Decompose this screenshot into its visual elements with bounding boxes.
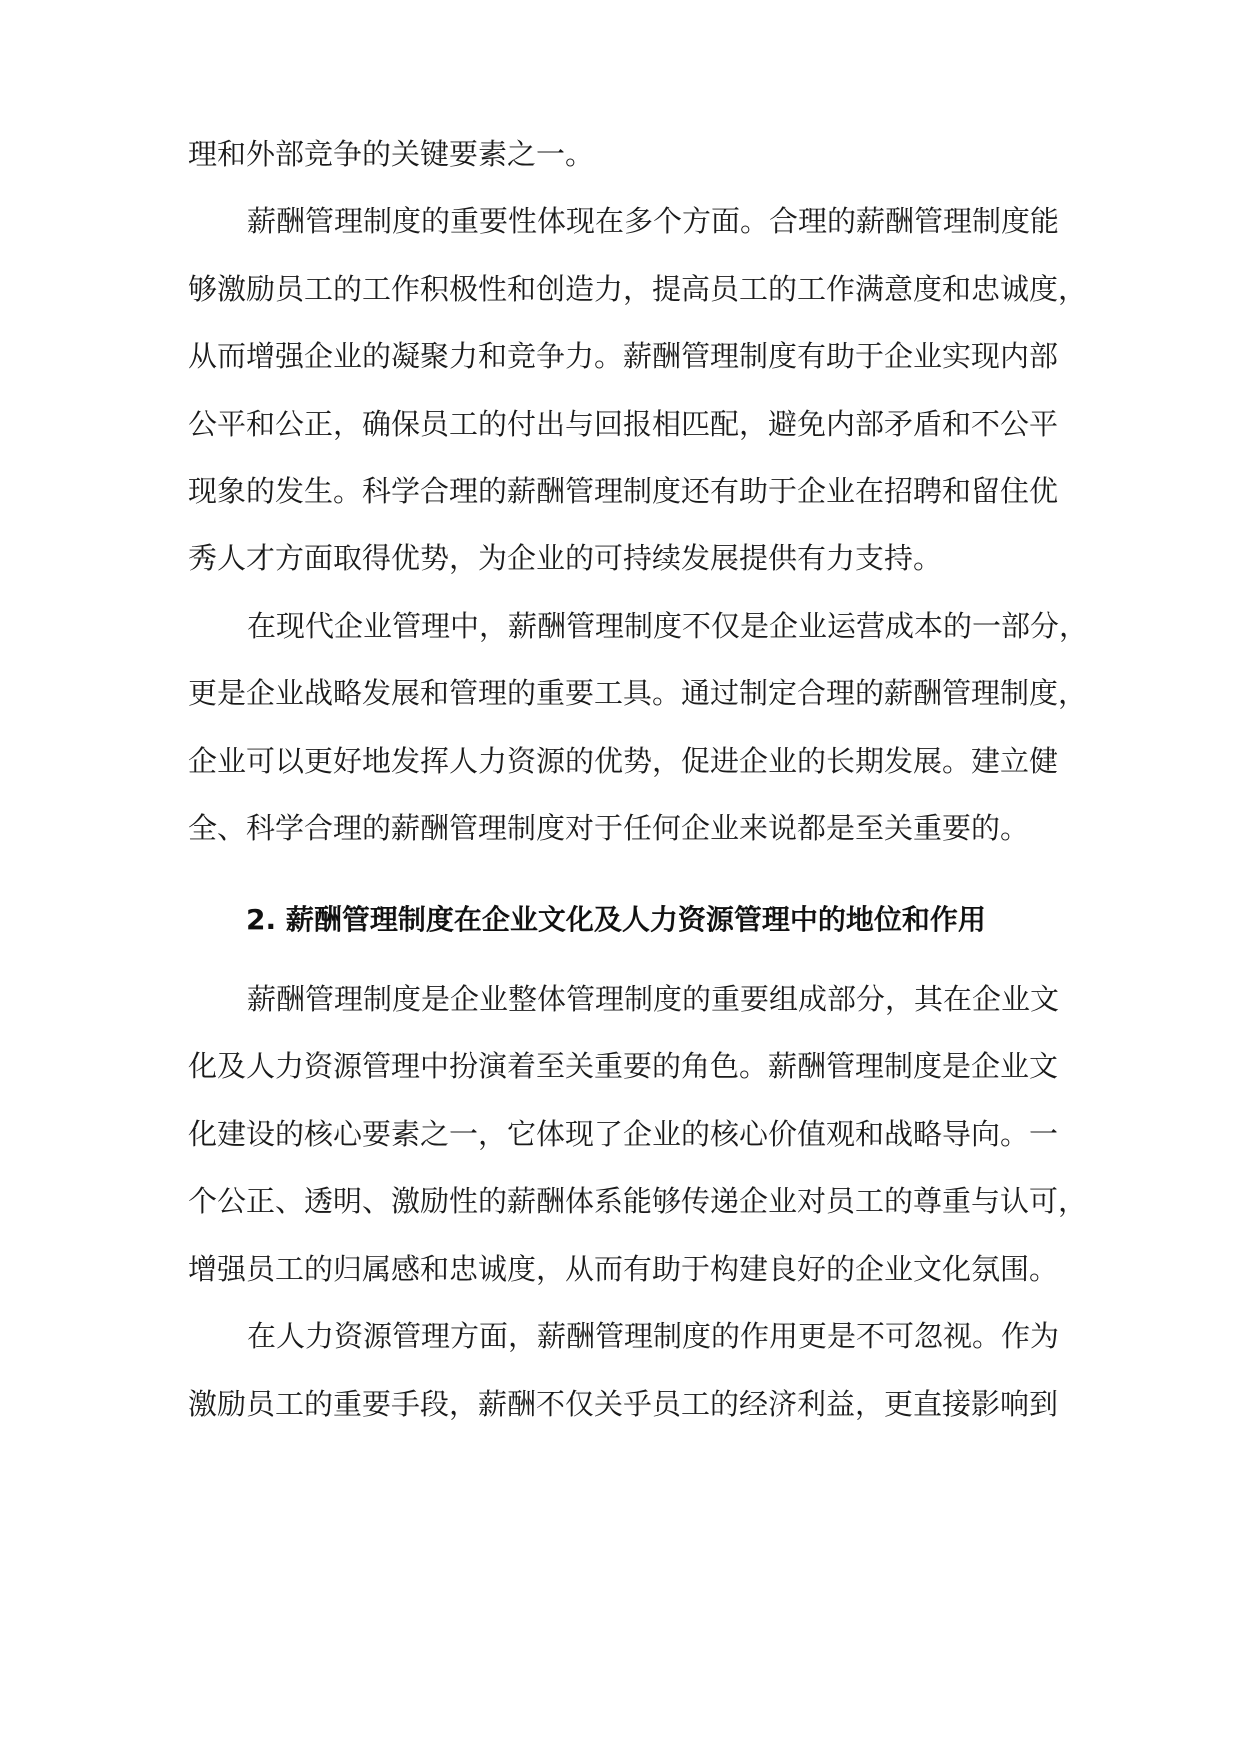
paragraph-line: 化及人力资源管理中扮演着至关重要的角色。薪酬管理制度是企业文 bbox=[188, 1049, 1059, 1083]
paragraph-line: 薪酬管理制度是企业整体管理制度的重要组成部分，其在企业文 bbox=[247, 982, 1060, 1016]
paragraph-line: 增强员工的归属感和忠诚度，从而有助于构建良好的企业文化氛围。 bbox=[188, 1252, 1059, 1286]
paragraph-line: 更是企业战略发展和管理的重要工具。通过制定合理的薪酬管理制度， bbox=[188, 676, 1088, 710]
paragraph-line: 个公正、透明、激励性的薪酬体系能够传递企业对员工的尊重与认可， bbox=[188, 1184, 1088, 1218]
paragraph-line: 够激励员工的工作积极性和创造力，提高员工的工作满意度和忠诚度， bbox=[188, 272, 1088, 306]
paragraph-line: 企业可以更好地发挥人力资源的优势，促进企业的长期发展。建立健 bbox=[188, 744, 1059, 778]
paragraph-line: 在现代企业管理中，薪酬管理制度不仅是企业运营成本的一部分， bbox=[247, 609, 1089, 643]
paragraph-line: 全、科学合理的薪酬管理制度对于任何企业来说都是至关重要的。 bbox=[188, 811, 1030, 845]
paragraph-line: 在人力资源管理方面，薪酬管理制度的作用更是不可忽视。作为 bbox=[247, 1319, 1060, 1353]
paragraph-line: 理和外部竞争的关键要素之一。 bbox=[188, 137, 595, 171]
paragraph-line: 激励员工的重要手段，薪酬不仅关乎员工的经济利益，更直接影响到 bbox=[188, 1387, 1059, 1421]
paragraph-line: 秀人才方面取得优势，为企业的可持续发展提供有力支持。 bbox=[188, 541, 943, 575]
paragraph-line: 现象的发生。科学合理的薪酬管理制度还有助于企业在招聘和留住优 bbox=[188, 474, 1059, 508]
section-heading: 2. 薪酬管理制度在企业文化及人力资源管理中的地位和作用 bbox=[246, 903, 986, 936]
paragraph-line: 公平和公正，确保员工的付出与回报相匹配，避免内部矛盾和不公平 bbox=[188, 407, 1059, 441]
paragraph-line: 化建设的核心要素之一，它体现了企业的核心价值观和战略导向。一 bbox=[188, 1117, 1059, 1151]
paragraph-line: 从而增强企业的凝聚力和竞争力。薪酬管理制度有助于企业实现内部 bbox=[188, 339, 1059, 373]
paragraph-line: 薪酬管理制度的重要性体现在多个方面。合理的薪酬管理制度能 bbox=[247, 204, 1060, 238]
